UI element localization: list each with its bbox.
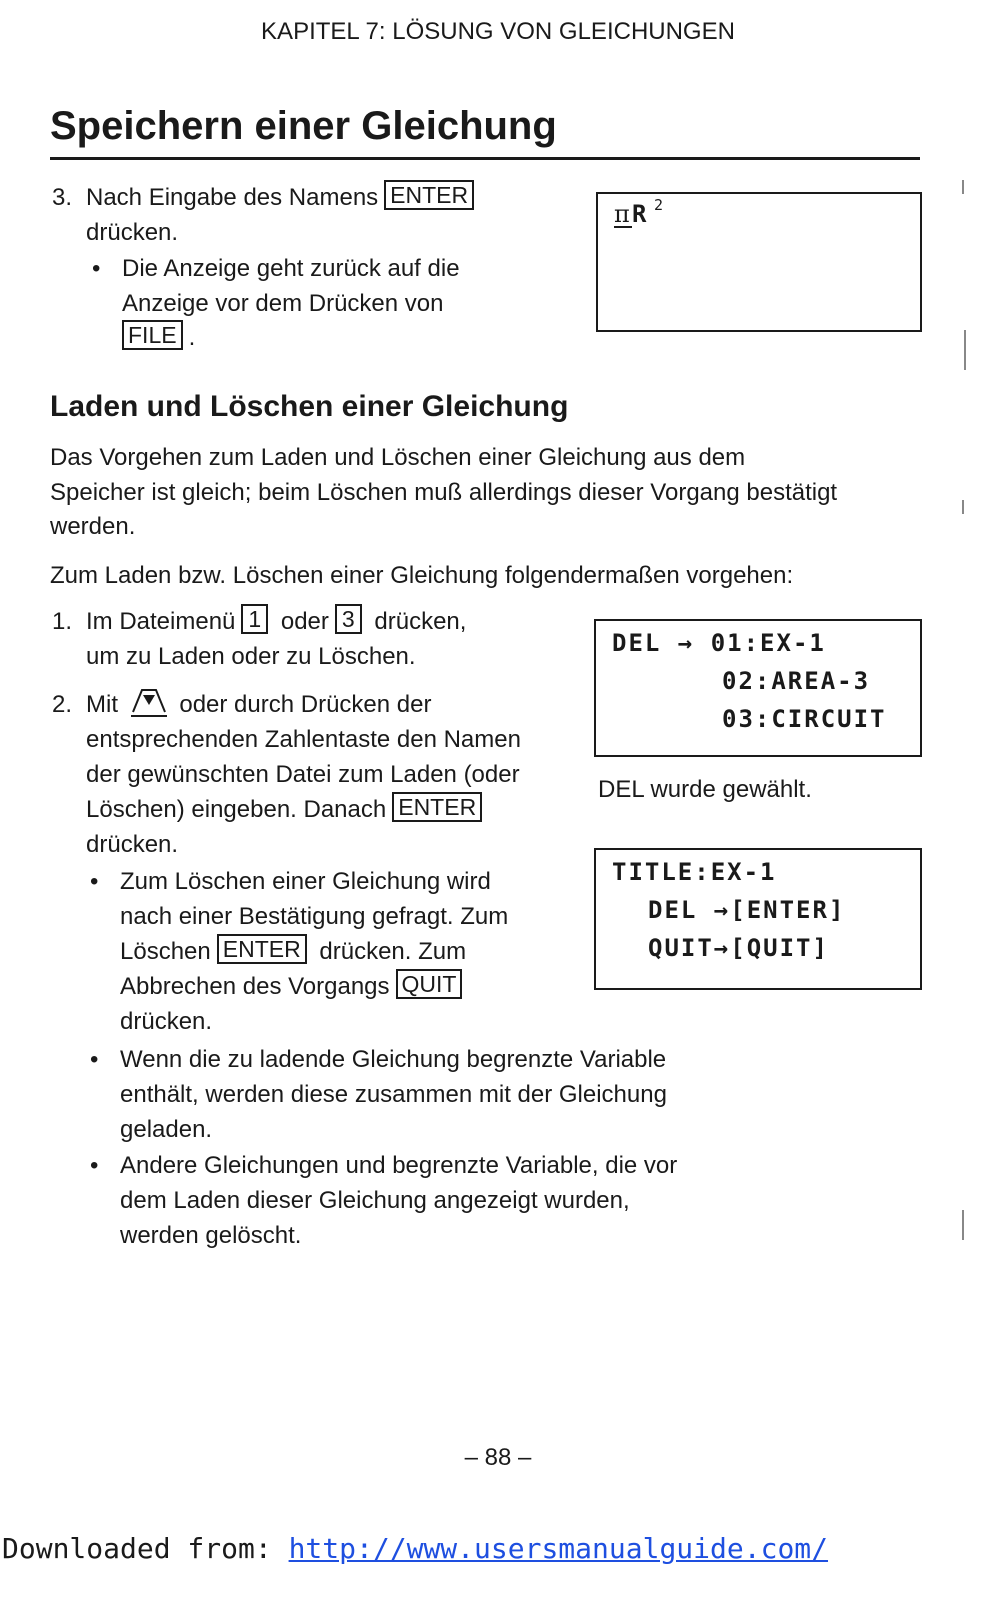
display-line1: TITLE:EX-1 <box>612 858 777 886</box>
step2-text: Mit <box>86 691 118 718</box>
key-3: 3 <box>335 604 362 634</box>
step3-line2: drücken. <box>86 219 179 246</box>
step1-text: Im Dateimenü <box>86 608 236 635</box>
step3-text: Nach Eingabe des Namens <box>86 184 379 211</box>
bullet-mark: • <box>92 255 101 282</box>
step2-line1 <box>86 687 431 722</box>
procedure-intro: Zum Laden bzw. Löschen einer Gleichung folgendermaßen vorgehen: <box>50 562 794 589</box>
bullet3-line2: dem Laden dieser Gleichung angezeigt wurden, <box>120 1187 630 1214</box>
scan-mark <box>962 500 964 514</box>
pi-symbol: π <box>614 200 632 228</box>
bullet3-line1: Andere Gleichungen und begrenzte Variable, die vor <box>120 1152 678 1179</box>
step1-line1 <box>86 604 466 639</box>
bullet-mark: • <box>90 868 99 895</box>
step1-or: oder <box>280 608 329 635</box>
section-title: Speichern einer Gleichung <box>50 104 557 148</box>
step2-line4 <box>86 792 488 827</box>
bullet1-line5: drücken. <box>120 1008 213 1035</box>
subsection-title: Laden und Löschen einer Gleichung <box>50 390 569 423</box>
key-1: 1 <box>241 604 268 634</box>
exponent: 2 <box>654 196 666 214</box>
step3-bullet-line1: Die Anzeige geht zurück auf die <box>122 255 460 282</box>
step3-bullet-line3 <box>116 320 195 355</box>
display-caption: DEL wurde gewählt. <box>598 776 812 803</box>
display-line3: 03:CIRCUIT <box>722 705 887 733</box>
bullet2-line2: enthält, werden diese zusammen mit der Gleichung <box>120 1081 667 1108</box>
step3-bullet-line2: Anzeige vor dem Drücken von <box>122 290 444 317</box>
step2-text-b: oder durch Drücken der <box>179 691 432 718</box>
step2-line5: drücken. <box>86 831 179 858</box>
step-number: 2. <box>52 691 73 718</box>
step-number: 3. <box>52 184 73 211</box>
step2-line2: entsprechenden Zahlentaste den Namen <box>86 726 521 753</box>
intro-line1: Das Vorgehen zum Laden und Löschen einer Gleichung aus dem <box>50 444 746 471</box>
scan-mark <box>964 330 966 370</box>
bullet1-line3 <box>120 934 466 969</box>
step3-period: . <box>188 324 196 351</box>
bullet1-text: Löschen <box>120 938 211 965</box>
display-line3: QUIT→[QUIT] <box>648 934 829 962</box>
display-line2: DEL →[ENTER] <box>648 896 846 924</box>
delete-confirm-display <box>594 848 922 990</box>
download-footer <box>2 1532 828 1565</box>
step3-line1 <box>86 180 480 215</box>
page-number: – 88 – <box>464 1444 532 1471</box>
title-rule <box>50 157 920 160</box>
bullet-mark: • <box>90 1152 99 1179</box>
file-key: FILE <box>122 320 183 350</box>
step2-text-c: Löschen) eingeben. Danach <box>86 796 387 823</box>
intro-line3: werden. <box>50 513 136 540</box>
step1-press: drücken, <box>374 608 467 635</box>
arrow-down-key <box>131 688 167 717</box>
bullet1-line1: Zum Löschen einer Gleichung wird <box>120 868 491 895</box>
step2-line3: der gewünschten Datei zum Laden (oder <box>86 761 520 788</box>
display-line1: DEL → 01:EX-1 <box>612 629 826 657</box>
file-menu-display <box>594 619 922 757</box>
bullet1-text-b: drücken. Zum <box>319 938 467 965</box>
footer-label: Downloaded from: <box>2 1532 289 1565</box>
bullet1-line2: nach einer Bestätigung gefragt. Zum <box>120 903 509 930</box>
step1-line2: um zu Laden oder zu Löschen. <box>86 643 416 670</box>
enter-key: ENTER <box>217 934 307 964</box>
bullet1-line4 <box>120 969 468 1004</box>
calculator-display <box>596 192 922 332</box>
display-line2: 02:AREA-3 <box>722 667 871 695</box>
bullet1-text-c: Abbrechen des Vorgangs <box>120 973 390 1000</box>
enter-key: ENTER <box>384 180 474 210</box>
bullet2-line3: geladen. <box>120 1116 213 1143</box>
quit-key: QUIT <box>396 969 463 999</box>
scan-mark <box>962 1210 964 1240</box>
bullet2-line1: Wenn die zu ladende Gleichung begrenzte Variable <box>120 1046 667 1073</box>
intro-line2: Speicher ist gleich; beim Löschen muß allerdings dieser Vorgang bestätigt <box>50 479 838 506</box>
radius-symbol: R <box>632 200 649 228</box>
chapter-heading: KAPITEL 7: LÖSUNG VON GLEICHUNGEN <box>261 18 735 45</box>
bullet-mark: • <box>90 1046 99 1073</box>
bullet3-line3: werden gelöscht. <box>120 1222 302 1249</box>
arrow-down-icon <box>131 688 167 714</box>
enter-key: ENTER <box>392 792 482 822</box>
footer-link[interactable]: http://www.usersmanualguide.com/ <box>288 1532 829 1565</box>
step-number: 1. <box>52 608 73 635</box>
scan-mark <box>962 180 964 194</box>
